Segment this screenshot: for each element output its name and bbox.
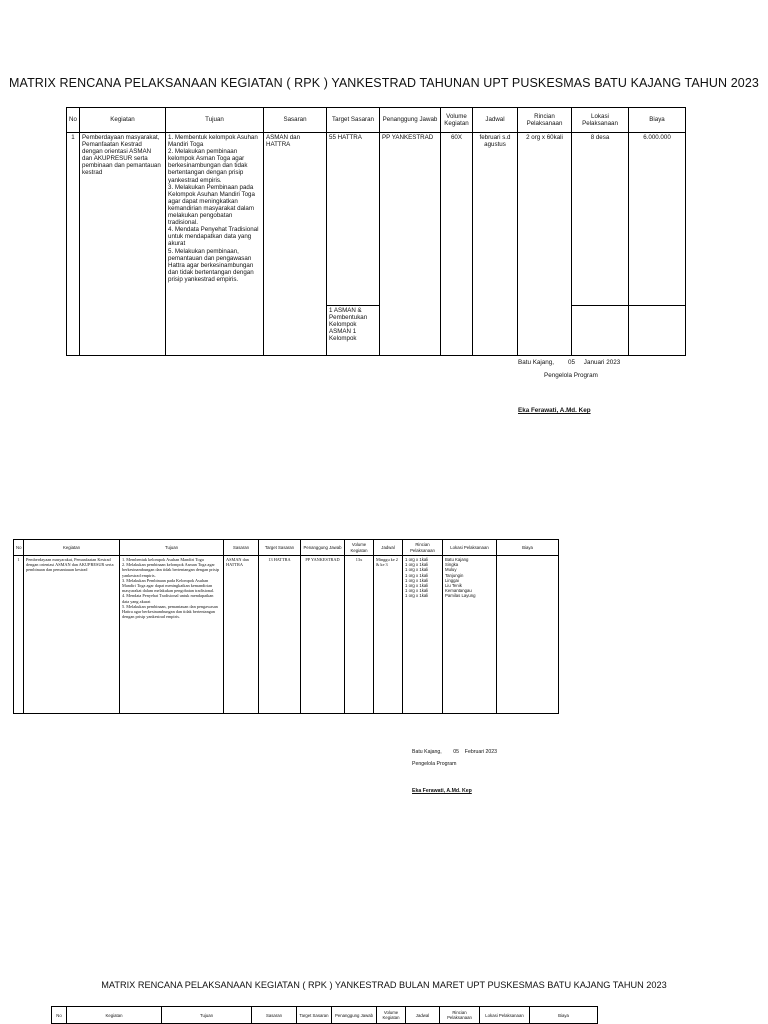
header-penanggung-jawab: Penanggung Jawab	[301, 540, 345, 556]
cell-sasaran: ASMAN dan HATTRA	[264, 133, 327, 356]
cell-volume: 60X	[441, 133, 473, 356]
table-row	[67, 133, 686, 306]
header-sasaran: Sasaran	[252, 1007, 297, 1024]
signature-role: Pengelola Program	[412, 761, 457, 767]
cell-kegiatan: Pemberdayaan masyarakat, Pemanfaatan Kestrad dengan orientasi ASMAN dan AKUPRESUR serta pembinaan dan pemantauan kestrad	[24, 556, 120, 714]
header-tujuan: Tujuan	[162, 1007, 252, 1024]
cell-kegiatan: Pemberdayaan masyarakat, Pemanfaatan Kestrad dengan orientasi ASMAN dan AKUPRESUR serta pembinaan dan pemantauan kestrad	[80, 133, 166, 356]
signature-place-date: Batu Kajang, 05 Februari 2023	[412, 749, 498, 755]
header-volume-kegiatan: Volume Kegiatan	[377, 1007, 406, 1024]
table-header-row	[14, 540, 559, 556]
header-no: No	[52, 1007, 67, 1024]
signature-name: Eka Ferawati, A.Md. Kep	[412, 788, 472, 794]
cell-tujuan: 1. Membentuk kelompok Asuhan Mandiri Toga 2. Melakukan pembinaan kelompok Asman Toga agar berkesinambungan dan tidak bertentangan dengan prisip yankestrad empiris. 3. Melakukan Pembinaan pada Kelompok Asuhan Mandiri Toga agar dapat meningkatkan kemandirian masyarakat dalam melakukan pengobatan tradisional. 4. Mendata Penyehat Tradisional untuk mendapatkan data yang akurat 5. Melakukan pembinaan, pemantauan dan pengawasan Hattra agar berkesinambungan dan tidak bertentangan dengan prisip yankestrad empiris.	[120, 556, 224, 714]
cell-lokasi-empty	[572, 306, 629, 356]
header-biaya: Biaya	[497, 540, 559, 556]
header-target-sasaran: Target Sasaran	[259, 540, 301, 556]
header-tujuan: Tujuan	[120, 540, 224, 556]
table-header-row	[67, 108, 686, 133]
cell-rincian: 2 org x 60kali	[518, 133, 572, 356]
table-row	[14, 556, 559, 714]
cell-biaya: 6.000.000	[629, 133, 686, 306]
header-penanggung-jawab: Penanggung Jawab	[332, 1007, 377, 1024]
header-no: No	[14, 540, 24, 556]
cell-lokasi: 8 desa	[572, 133, 629, 306]
page-title-march: MATRIX RENCANA PELAKSANAAN KEGIATAN ( RPK ) YANKESTRAD BULAN MARET UPT PUSKESMAS BATU KAJANG TAHUN 2023	[101, 980, 667, 990]
signature-block	[412, 746, 498, 794]
signature-role: Pengelola Program	[544, 372, 598, 379]
header-lokasi-pelaksanaan: Lokasi Pelaksanaan	[572, 108, 629, 133]
table-header-row	[52, 1007, 598, 1024]
header-lokasi-pelaksanaan: Lokasi Pelaksanaan	[480, 1007, 530, 1024]
rpk-february-table	[13, 539, 559, 714]
header-biaya: Biaya	[530, 1007, 598, 1024]
cell-no: 1	[14, 556, 24, 714]
header-tujuan: Tujuan	[166, 108, 264, 133]
header-sasaran: Sasaran	[224, 540, 259, 556]
cell-biaya	[497, 556, 559, 714]
signature-place-date: Batu Kajang, 05 Januari 2023	[518, 359, 621, 366]
cell-target-sasaran-hattra: 55 HATTRA	[327, 133, 380, 306]
signature-name: Eka Ferawati, A.Md. Kep	[518, 407, 591, 414]
cell-lokasi: Batu Kajang Singka Muluy Tanjungin Linggai Liu Tenik Kemantangau Pamilas Layung	[443, 556, 497, 714]
cell-penanggung-jawab: PP YANKESTRAD	[380, 133, 441, 356]
cell-target-sasaran-asman: 1 ASMAN & Pembentukan Kelompok ASMAN 1 Kelompok	[327, 306, 380, 356]
rpk-annual-table	[66, 107, 686, 356]
header-kegiatan: Kegiatan	[24, 540, 120, 556]
cell-jadwal: februari s.d agustus	[473, 133, 518, 356]
cell-sasaran: ASMAN dan HATTRA	[224, 556, 259, 714]
header-rincian-pelaksanaan: Rincian Pelaksanaan	[440, 1007, 480, 1024]
cell-rincian: 1 org x 1kali 1 org x 1kali 1 org x 1kali 1 org x 1kali 1 org x 1kali 1 org x 1kali 1 org x 1kali 1 org x 1kali	[403, 556, 443, 714]
rpk-march-table	[51, 1006, 598, 1024]
signature-block	[518, 356, 621, 414]
header-target-sasaran: Target Sasaran	[327, 108, 380, 133]
cell-no: 1	[67, 133, 80, 356]
header-jadwal: Jadwal	[473, 108, 518, 133]
header-jadwal: Jadwal	[374, 540, 403, 556]
header-volume-kegiatan: Volume Kegiatan	[441, 108, 473, 133]
header-target-sasaran: Target Sasaran	[297, 1007, 332, 1024]
header-rincian-pelaksanaan: Rincian Pelaksanaan	[518, 108, 572, 133]
cell-target-sasaran: 13 HATTRA	[259, 556, 301, 714]
cell-volume: 13x	[345, 556, 374, 714]
header-kegiatan: Kegiatan	[80, 108, 166, 133]
cell-tujuan: 1. Membentuk kelompok Asuhan Mandiri Toga 2. Melakukan pembinaan kelompok Asman Toga agar berkesinambungan dan tidak bertentangan dengan prisip yankestrad empiris. 3. Melakukan Pembinaan pada Kelompok Asuhan Mandiri Toga agar dapat meningkatkan kemandirian masyarakat dalam melakukan pengobatan tradisional. 4. Mendata Penyehat Tradisional untuk mendapatkan data yang akurat 5. Melakukan pembinaan, pemantauan dan pengawasan Hattra agar berkesinambungan dan tidak bertentangan dengan prisip yankestrad empiris.	[166, 133, 264, 356]
header-kegiatan: Kegiatan	[67, 1007, 162, 1024]
header-penanggung-jawab: Penanggung Jawab	[380, 108, 441, 133]
header-sasaran: Sasaran	[264, 108, 327, 133]
header-lokasi-pelaksanaan: Lokasi Pelaksanaan	[443, 540, 497, 556]
cell-jadwal: Minggu ke 2 & ke 3	[374, 556, 403, 714]
page-title-annual: MATRIX RENCANA PELAKSANAAN KEGIATAN ( RPK ) YANKESTRAD TAHUNAN UPT PUSKESMAS BATU KAJANG TAHUN 2023	[9, 76, 759, 90]
header-rincian-pelaksanaan: Rincian Pelaksanaan	[403, 540, 443, 556]
header-no: No	[67, 108, 80, 133]
header-biaya: Biaya	[629, 108, 686, 133]
cell-penanggung-jawab: PP YANKESTRAD	[301, 556, 345, 714]
header-jadwal: Jadwal	[406, 1007, 440, 1024]
cell-biaya-empty	[629, 306, 686, 356]
header-volume-kegiatan: Volume Kegiatan	[345, 540, 374, 556]
